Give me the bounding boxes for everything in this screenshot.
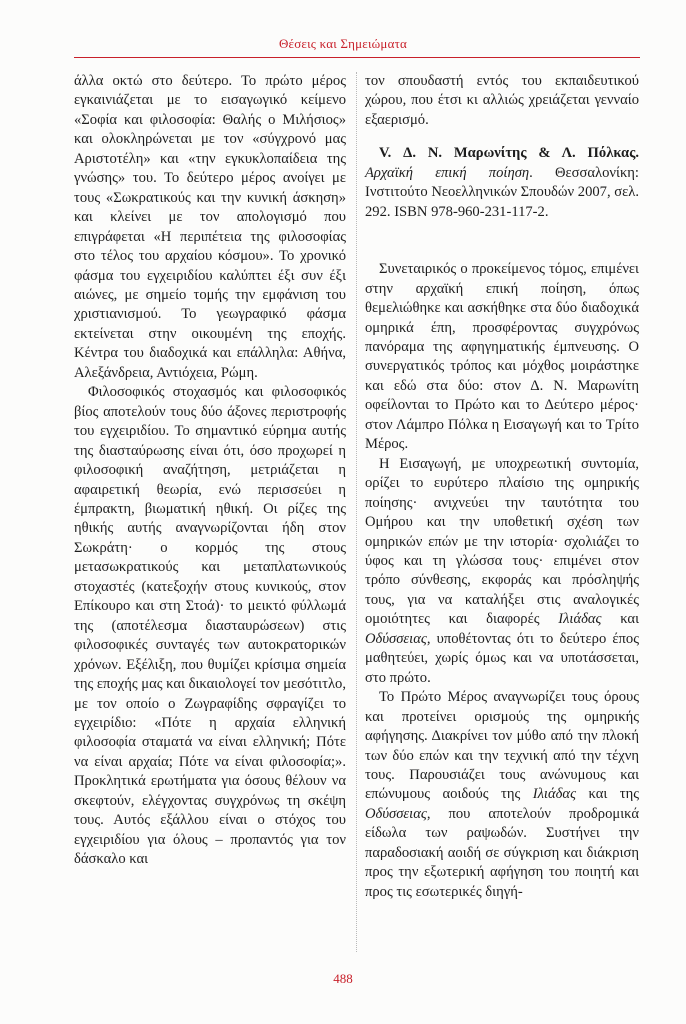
right-paragraph-1: τον σπουδαστή εντός του εκπαιδευτικού χώρου, που έτσι κι αλλιώς χρειάζεται γενναίο εξαερισμό. [365, 73, 639, 128]
p4-text-start: Το Πρώτο Μέρος αναγνωρίζει τους όρους και προτείνει ορισμούς της ομηρικής αφήγησης. Διακρίνει τον μύθο από την πλοκή των δύο επών και την τεχνική από την τέχνη τους. Παρουσιάζει τους ανώνυμους και επώνυμους αοιδούς της [365, 689, 639, 803]
right-paragraph-2: Συνεταιρικός ο προκείμενος τόμος, επιμένει στην αρχαϊκή επική ποίηση, όπως θεμελιώθηκε και ασκήθηκε στα δύο διαδοχικά ομηρικά έπη, προσφέροντας συγχρόνως πανόραμα της αφηγηματικής έμπνευσης. Ο συνεργατικός τρόπος και μόχθος μοιράστηκε και εδώ στα δύο: στον Δ. Ν. Μαρωνίτη οφείλονται το Πρώτο και το Δεύτερο μέρος· στον Λάμπρο Πόλκα η Εισαγωγή και το Τρίτο Μέρος. [365, 261, 639, 453]
review-book-title: Αρχαϊκή επική ποίηση [365, 164, 530, 181]
right-column [365, 72, 639, 902]
right-paragraph-4 [365, 688, 639, 902]
left-column [74, 72, 346, 870]
left-paragraph-2: Φιλοσοφικός στοχασμός και φιλοσοφικός βίος αποτελούν τους δύο άξονες περιστροφής του εγχειριδίου. Το σημαντικό εύρημα αυτής της διασταύρωσης είναι ότι, όσο προχωρεί η φιλοσοφική αναζήτηση, μετριάζεται η αφαιρετική θεωρία, ενώ περισσεύει η έμπρακτη, βιωματική ηθική. Οι ρίζες της ηθικής αυτής αναγνωρίζονται ήδη στον Σωκράτη· ο κορμός της στους μετασωκρατικούς και μεταπλατωνικούς στοχαστές (κατεξοχήν στους κυνικούς, στον Επίκουρο και στη Στοά)· το μεικτό φύλλωμά της (αποτέλεσμα διασταυρώσεων) στις φιλοσοφικές συνταγές των αυτοκρατορικών χρόνων. Εξέλιξη, που θυμίζει κρίσιμα σημεία της εποχής μας και δικαιολογεί τον μεσότιτλο, με τον οποίο ο Ζωγραφίδης σφραγίζει το εγχειρίδιο: «Πότε η αρχαία ελληνική φιλοσοφία σταματά να είναι ελληνική; Πότε να είναι αρχαία; Πότε να είναι φιλοσοφία;». Προκλητικά ερωτήματα για όσους θέλουν να σκεφτούν, ελέγχοντας συγχρόνως τη σκέψη τους. Αυτός εξάλλου είναι ο στόχος του εγχειριδίου για όλους – προπαντός για τον δάσκαλο και [74, 384, 346, 868]
p4-iliad: Ιλιάδας [532, 786, 577, 803]
p4-text-between: και της [576, 786, 639, 803]
p3-text-between: και [601, 611, 639, 628]
review-heading [365, 144, 639, 222]
p3-iliad: Ιλιάδας [558, 611, 602, 628]
header-rule [74, 57, 640, 58]
page-number: 488 [333, 971, 353, 986]
right-paragraph-3 [365, 455, 639, 688]
p3-odyssey: Οδύσσειας [365, 630, 427, 647]
review-publication-info: . Θεσσαλονίκη: Ινστιτούτο Νεοελληνικών Σπουδών 2007, σελ. 292. ISBN 978-960-231-117-2. [365, 164, 639, 220]
p3-text-end: , υποθέτοντας ότι το δεύτερο έπος μαθητεύει, χωρίς όμως και να υποτάσσεται, στο πρώτο. [365, 630, 639, 686]
running-head: Θέσεις και Σημειώματα [278, 36, 408, 51]
p4-odyssey: Οδύσσειας [365, 805, 427, 822]
column-divider [356, 72, 357, 952]
left-paragraph-1: άλλα οκτώ στο δεύτερο. Το πρώτο μέρος εγκαινιάζεται με το εισαγωγικό κείμενο «Σοφία και φιλοσοφία: Θαλής ο Μιλήσιος» και ολοκληρώνεται με τον «σύγχρονό μας Αριστοτέλη» και «την εγκυκλοπαίδεια της γνώσης» του. Το δεύτερο μέρος ανοίγει με τους «Σωκρατικούς και την κυνική άσκηση» και κλείνει με τον απολογισμό που επιγράφεται «Η περιπέτεια της φιλοσοφίας στο τέλος του αρχαίου κόσμου». Το χρονικό φάσμα του εγχειριδίου καλύπτει έξι συν έξι αιώνες, με σημείο τομής την εμφάνιση του χριστιανισμού. Το γεωγραφικό φάσμα εκτείνεται στην οικουμένη της εποχής. Κέντρα του διαδοχικά και επάλληλα: Αθήνα, Αλεξάνδρεια, Αντιόχεια, Ρώμη. [74, 73, 346, 381]
p3-text-start: Η Εισαγωγή, με υποχρεωτική συντομία, ορίζει το ευρύτερο πλαίσιο της ομηρικής ποίησης· ανιχνεύει την ταυτότητα του Ομήρου και την υποθετική σχέση των ομηρικών επών με την ιστορία· σχολιάζει το ύφος και τη γλώσσα τους· επιμένει στον τρόπο σύνθεσης, εκφοράς και πρόσληψής τους, για να καταλήξει στις αναλογικές ομοιότητες και διαφορές [365, 455, 639, 628]
p4-text-end: , που αποτελούν προδρομικά είδωλα των ραψωδών. Συστήνει την παραδοσιακή αοιδή σε σύγκριση και διάκριση προς την εξωτερική αφήγηση του ποιητή και προς τις εσωτερικές διηγή- [365, 805, 639, 900]
review-authors: V. Δ. Ν. Μαρωνίτης & Λ. Πόλκας. [379, 145, 639, 162]
